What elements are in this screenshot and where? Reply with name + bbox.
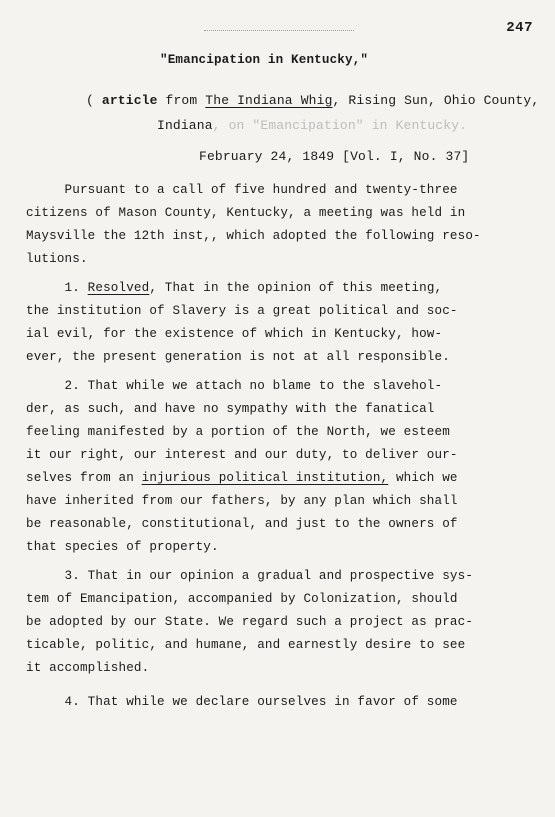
underlined-phrase: injurious political institution,	[141, 471, 389, 485]
text-line: 4. That while we declare ourselves in favor of some	[26, 695, 458, 709]
text-line: Pursuant to a call of five hundred and twenty-three	[26, 183, 458, 197]
text-line: 1. Resolved, That in the opinion of this meeting,	[26, 281, 443, 295]
top-rule	[204, 30, 354, 32]
text-line: it accomplished.	[26, 661, 150, 675]
text-line: that species of property.	[26, 540, 219, 554]
text-line: ticable, politic, and humane, and earnestly desire to see	[26, 638, 466, 652]
source-date-line: February 24, 1849 [Vol. I, No. 37]	[199, 149, 470, 164]
text-line: lutions.	[26, 252, 88, 266]
document-title: "Emancipation in Kentucky,"	[160, 53, 369, 67]
text-line: be reasonable, constitutional, and just to the owners of	[26, 517, 458, 531]
faint-annotation: , on "Emancipation" in Kentucky.	[212, 118, 468, 133]
text-line: feeling manifested by a portion of the North, we esteem	[26, 425, 450, 439]
page-number: 247	[506, 20, 533, 36]
source-line-2: Indiana, on "Emancipation" in Kentucky.	[157, 118, 468, 133]
text-line: selves from an injurious political institution, which we	[26, 471, 458, 485]
resolved-word: Resolved	[87, 281, 150, 295]
text-line: have inherited from our fathers, by any plan which shall	[26, 494, 458, 508]
text-line: it our right, our interest and our duty, to deliver our-	[26, 448, 458, 462]
text-line: der, as such, and have no sympathy with the fanatical	[26, 402, 435, 416]
text-line: be adopted by our State. We regard such a project as prac-	[26, 615, 474, 629]
text-line: Maysville the 12th inst,, which adopted the following reso-	[26, 229, 481, 243]
newspaper-name: The Indiana Whig	[205, 93, 333, 108]
text-line: 3. That in our opinion a gradual and prospective sys-	[26, 569, 474, 583]
text-line: ever, the present generation is not at all responsible.	[26, 350, 450, 364]
text-line: tem of Emancipation, accompanied by Colonization, should	[26, 592, 458, 606]
text-line: ial evil, for the existence of which in Kentucky, how-	[26, 327, 443, 341]
source-line-1: ( article from The Indiana Whig, Rising Sun, Ohio County,	[86, 93, 540, 108]
text-line: the institution of Slavery is a great political and soc-	[26, 304, 458, 318]
text-line: 2. That while we attach no blame to the slavehol-	[26, 379, 443, 393]
article-word: article	[101, 93, 158, 108]
text-line: citizens of Mason County, Kentucky, a meeting was held in	[26, 206, 466, 220]
